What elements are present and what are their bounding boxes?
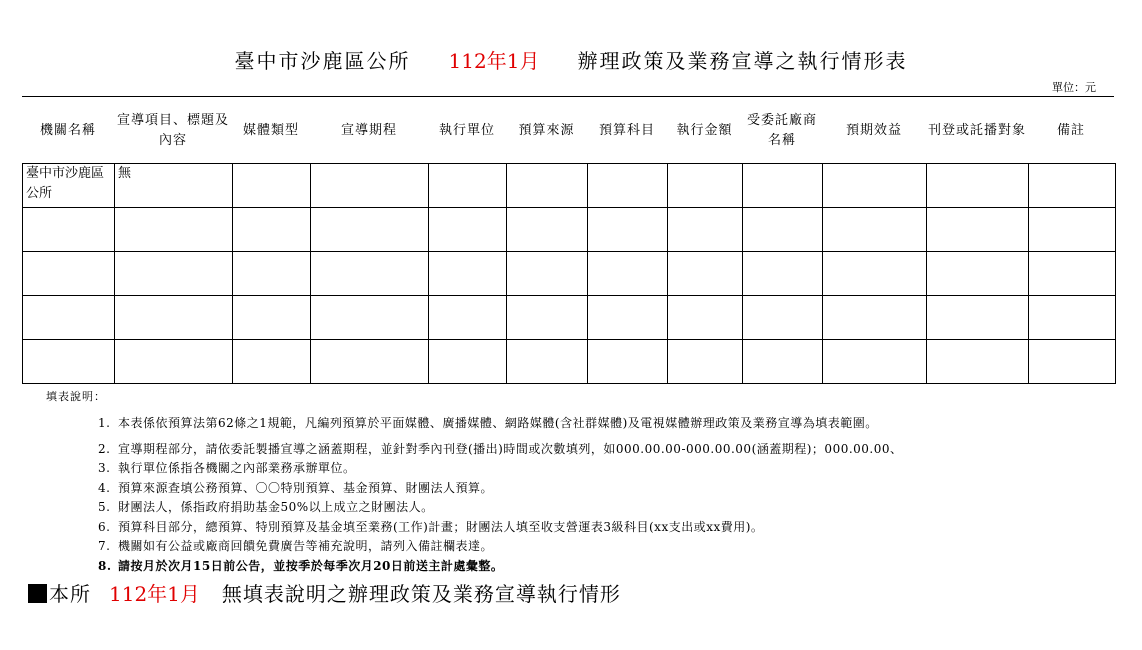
- table-cell: [927, 208, 1029, 252]
- title-office: 臺中市沙鹿區公所: [234, 49, 411, 73]
- table-cell: [1029, 164, 1116, 208]
- table-cell: [823, 296, 927, 340]
- header-target-audience: 刊登或託播對象: [927, 123, 1026, 138]
- note-item: 7. 機關如有公益或廠商回饋免費廣告等補充說明，請列入備註欄表達。: [98, 539, 494, 553]
- table-cell: [311, 208, 429, 252]
- table-row: [23, 296, 1116, 340]
- notes-label: 填表說明：: [46, 390, 106, 403]
- table-cell: [233, 252, 311, 296]
- header-promo-period: 宣導期程: [340, 123, 397, 138]
- table-row: [23, 252, 1116, 296]
- table-cell: [668, 252, 743, 296]
- table-cell: [1029, 252, 1116, 296]
- table-cell: [927, 296, 1029, 340]
- title-period: 112年1月: [448, 49, 540, 73]
- table-cell: 臺中市沙鹿區公所: [23, 164, 115, 208]
- note-item: 4. 預算來源查填公務預算、〇〇特別預算、基金預算、財團法人預算。: [98, 480, 494, 495]
- table-cell: [743, 164, 823, 208]
- table-cell: [1029, 208, 1116, 252]
- table-cell: [507, 164, 588, 208]
- table-cell: [588, 164, 668, 208]
- footer-statement: [28, 578, 621, 607]
- header-amount: 執行金額: [676, 123, 733, 138]
- note-item: 8. 請按月於次月15日前公告，並按季於每季次月20日前送主計處彙整。: [98, 558, 504, 573]
- table-cell: [507, 252, 588, 296]
- table-cell: [311, 296, 429, 340]
- table-cell: [507, 340, 588, 384]
- table-cell: [115, 208, 233, 252]
- table-cell: [588, 252, 668, 296]
- table-cell: [927, 164, 1029, 208]
- header-promo-item: 宣導項目、標題及內容: [116, 113, 229, 148]
- table-cell: [233, 340, 311, 384]
- header-budget-source: 預算來源: [518, 123, 575, 138]
- table-row: [23, 208, 1116, 252]
- table-cell: [588, 208, 668, 252]
- table-cell: [429, 252, 507, 296]
- table-cell: [823, 164, 927, 208]
- table-cell: [668, 340, 743, 384]
- header-remarks: 備註: [1056, 123, 1085, 138]
- data-table: [22, 163, 1116, 384]
- table-cell: [115, 296, 233, 340]
- note-item: 1. 本表係依預算法第62條之1規範，凡編列預算於平面媒體、廣播媒體、網路媒體(含社群媒體)及電視媒體辦理政策及業務宣導為填表範圍。: [98, 416, 878, 430]
- table-cell: [588, 340, 668, 384]
- table-cell: [115, 252, 233, 296]
- table-cell: [311, 252, 429, 296]
- table-cell: [115, 340, 233, 384]
- table-row: [23, 164, 1116, 208]
- header-agency-name: 機關名稱: [39, 123, 96, 138]
- table-cell: [668, 208, 743, 252]
- square-bullet-icon: [28, 584, 47, 603]
- table-cell: [927, 252, 1029, 296]
- footer-period: 112年1月: [109, 582, 200, 606]
- table-cell: [429, 164, 507, 208]
- table-cell: [743, 340, 823, 384]
- table-cell: [743, 296, 823, 340]
- unit-label: 單位：元: [1052, 81, 1096, 94]
- table-row: [23, 340, 1116, 384]
- table-cell: [429, 296, 507, 340]
- table-cell: [23, 296, 115, 340]
- table-cell: [743, 208, 823, 252]
- table-cell: [823, 252, 927, 296]
- table-cell: [311, 164, 429, 208]
- header-expected-benefit: 預期效益: [845, 123, 902, 138]
- column-headers: [22, 108, 1114, 154]
- note-item: 5. 財團法人，係指政府捐助基金50%以上成立之財團法人。: [98, 500, 434, 514]
- table-cell: [429, 340, 507, 384]
- table-cell: 無: [115, 164, 233, 208]
- header-media-type: 媒體類型: [242, 123, 299, 138]
- table-cell: [588, 296, 668, 340]
- table-cell: [23, 340, 115, 384]
- table-cell: [23, 252, 115, 296]
- header-contractor: 受委託廠商名稱: [746, 113, 817, 148]
- header-divider: [22, 96, 1114, 97]
- footer-prefix: 本所: [49, 582, 91, 606]
- table-cell: [823, 340, 927, 384]
- table-cell: [507, 296, 588, 340]
- table-cell: [823, 208, 927, 252]
- note-item: 6. 預算科目部分，總預算、特別預算及基金填至業務(工作)計畫；財團法人填至收支營運表3級科目(xx支出或xx費用)。: [98, 519, 764, 534]
- header-executing-unit: 執行單位: [438, 123, 495, 138]
- title-subject: 辦理政策及業務宣導之執行情形表: [577, 49, 908, 73]
- table-cell: [233, 164, 311, 208]
- page-title: [0, 45, 1142, 74]
- table-cell: [23, 208, 115, 252]
- table-cell: [429, 208, 507, 252]
- note-item: 2. 宣導期程部分，請依委託製播宣導之涵蓋期程，並針對季內刊登(播出)時間或次數填列，如000.00.00-000.00.00(涵蓋期程)；000.00.00、: [98, 441, 903, 456]
- table-cell: [668, 296, 743, 340]
- table-cell: [927, 340, 1029, 384]
- header-budget-account: 預算科目: [598, 123, 655, 138]
- table-cell: [1029, 296, 1116, 340]
- table-cell: [743, 252, 823, 296]
- note-item: 3. 執行單位係指各機關之內部業務承辦單位。: [98, 461, 356, 475]
- table-cell: [668, 164, 743, 208]
- table-cell: [233, 296, 311, 340]
- table-cell: [507, 208, 588, 252]
- footer-text: 無填表說明之辦理政策及業務宣導執行情形: [221, 582, 621, 606]
- table-cell: [1029, 340, 1116, 384]
- table-cell: [233, 208, 311, 252]
- table-cell: [311, 340, 429, 384]
- notes-list: [98, 414, 903, 576]
